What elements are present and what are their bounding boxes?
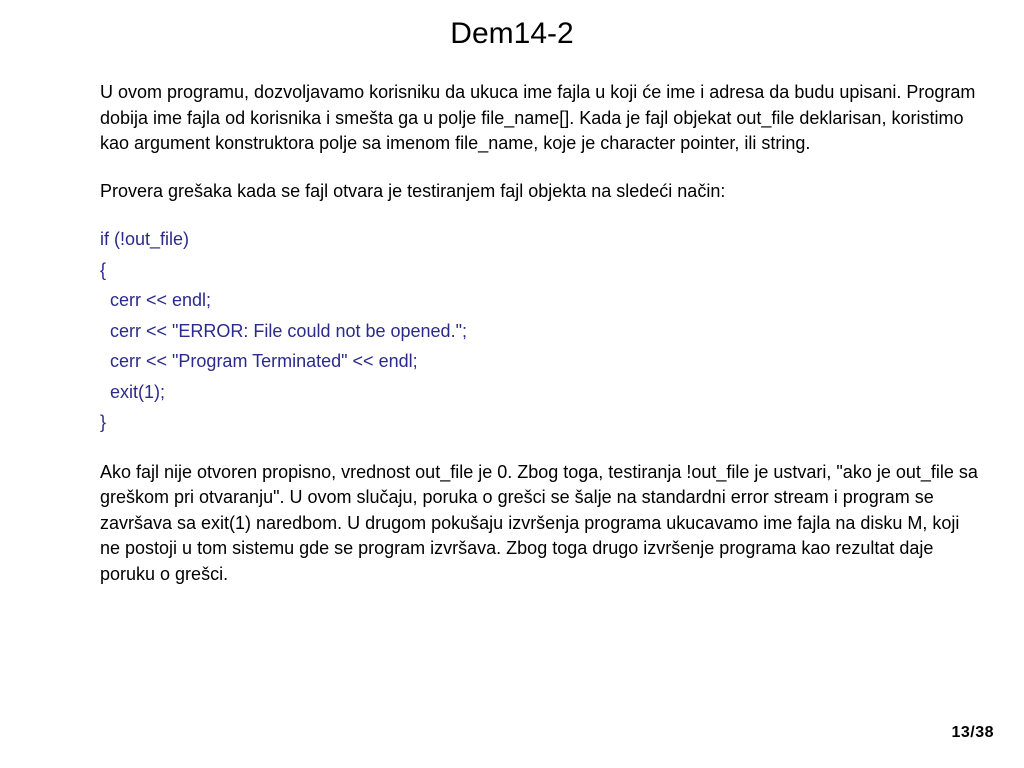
code-line: } xyxy=(100,412,107,432)
code-line: cerr << "Program Terminated" << endl; xyxy=(100,351,418,371)
code-line: cerr << "ERROR: File could not be opened."; xyxy=(100,320,467,341)
paragraph-spacer xyxy=(100,438,980,460)
intro-paragraph: U ovom programu, dozvoljavamo korisniku da ukuca ime fajla u koji će ime i adresa da budu upisani. Program dobija ime fajla od korisnika i smešta ga u polje file_name[]. Kada je fajl objekat out_file deklarisan, koristimo kao argument konstruktora polje sa imenom file_name, koje je character pointer, ili string. xyxy=(100,82,976,153)
code-line: { xyxy=(100,259,107,280)
paragraph-spacer xyxy=(100,157,980,179)
slide-body xyxy=(100,80,980,587)
explanation-paragraph: Ako fajl nije otvoren propisno, vrednost out_file je 0. Zbog toga, testiranja !out_file je ustvari, "ako je out_file sa greškom pri otvaranju". U ovom slučaju, poruka o grešci se šalje na standardni error stream i program se završava sa exit(1) naredbom. U drugom pokušaju izvršenja programa ukucavamo ime fajla na disku M, koji ne postoji u tom sistemu gde se program izvršava. Zbog toga drugo izvršenje programa kao rezultat daje poruku o grešci. xyxy=(100,461,978,584)
slide-title: Dem14-2 xyxy=(450,17,574,50)
code-line: cerr << endl; xyxy=(100,290,212,310)
paragraph-spacer xyxy=(100,204,980,224)
code-line: if (!out_file) xyxy=(100,229,190,249)
code-block xyxy=(100,224,980,438)
code-line: exit(1); xyxy=(100,381,166,402)
error-check-paragraph: Provera grešaka kada se fajl otvara je testiranjem fajl objekta na sledeći način: xyxy=(100,180,726,201)
page-number: 13/38 xyxy=(951,724,994,741)
